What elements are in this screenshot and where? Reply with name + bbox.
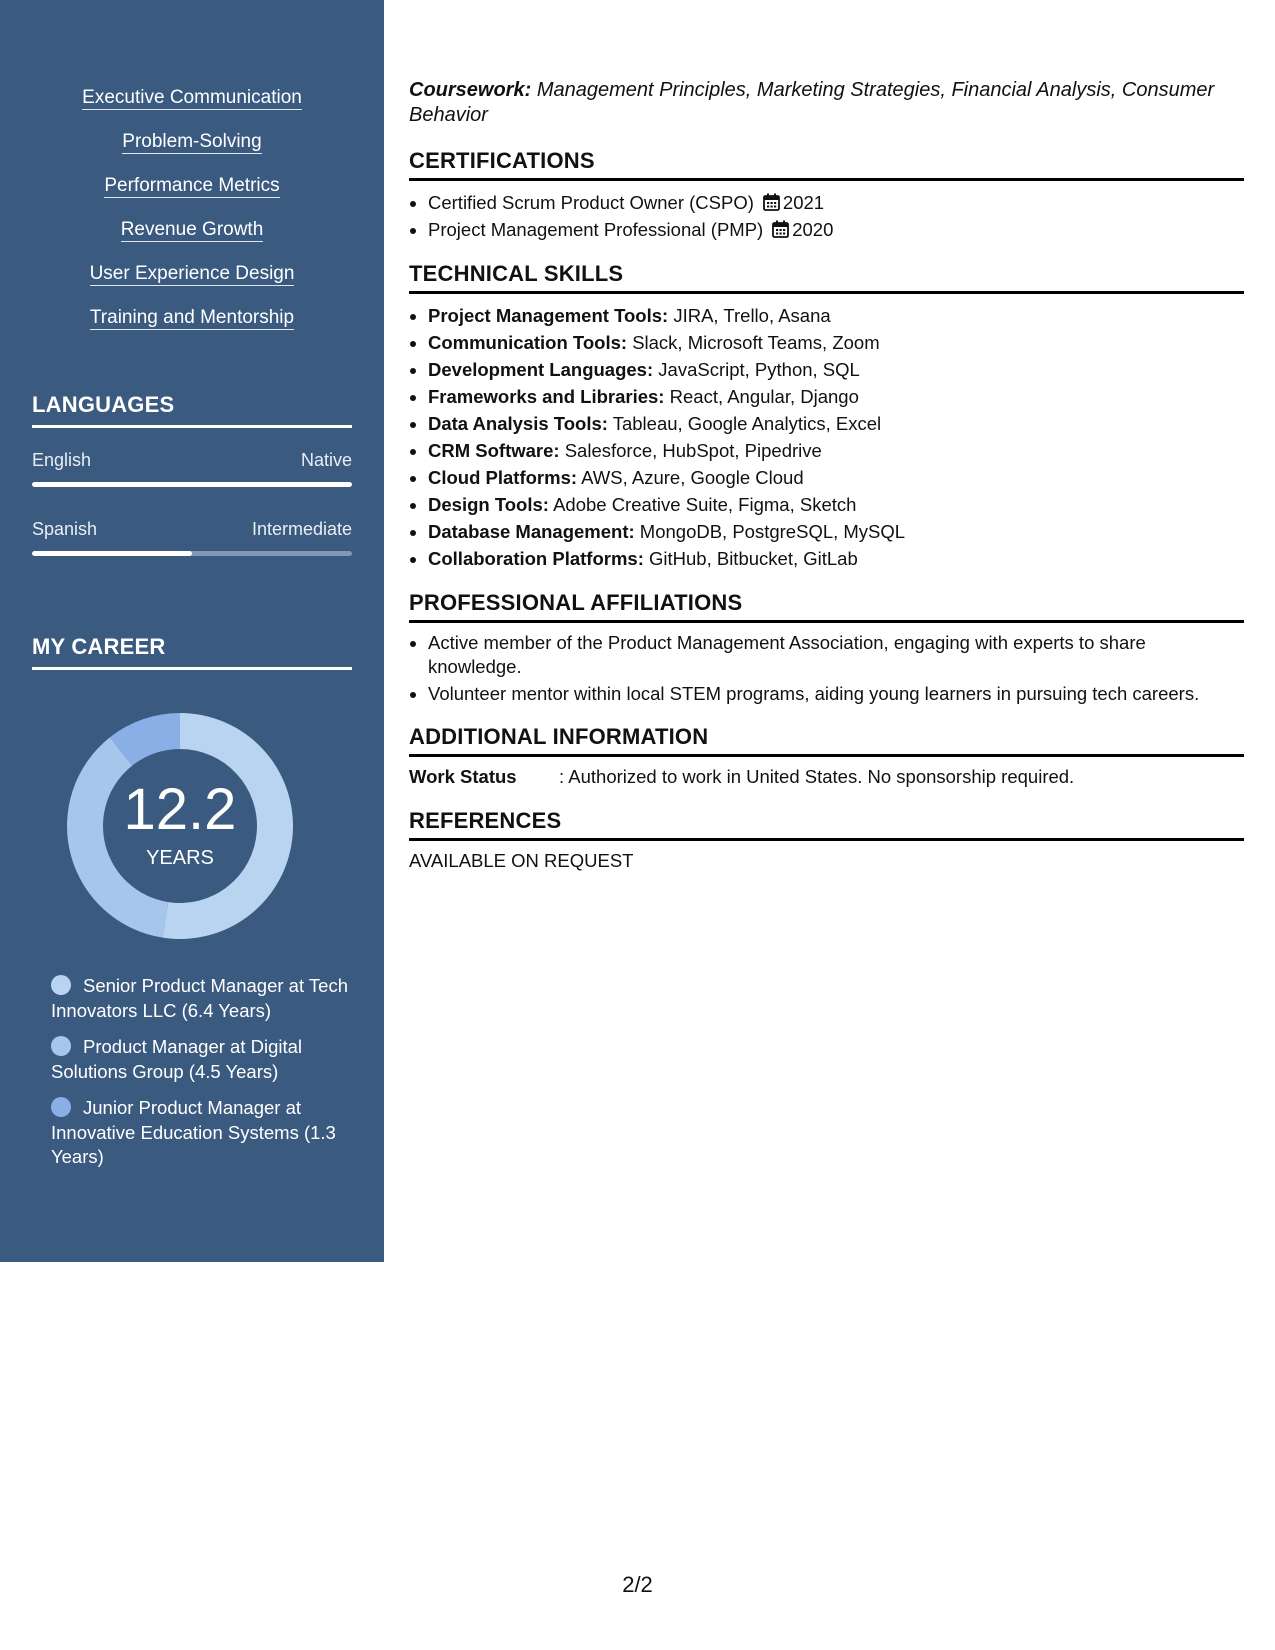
skill-value: MongoDB, PostgreSQL, MySQL bbox=[639, 521, 906, 542]
certification-year: 2020 bbox=[792, 219, 834, 240]
language-bar-spanish bbox=[32, 551, 352, 556]
skill-value: React, Angular, Django bbox=[669, 386, 859, 407]
skill-value: Salesforce, HubSpot, Pipedrive bbox=[564, 440, 822, 461]
legend-dot-icon bbox=[51, 1097, 71, 1117]
additional-info-heading: ADDITIONAL INFORMATION bbox=[409, 724, 1244, 757]
language-level: Native bbox=[300, 450, 352, 470]
main-content bbox=[409, 78, 1244, 873]
affiliation-item: • Active member of the Product Management Association, engaging with experts to share knowledge. bbox=[428, 631, 1244, 679]
skill-value: Adobe Creative Suite, Figma, Sketch bbox=[553, 494, 857, 515]
career-heading: MY CAREER bbox=[32, 634, 352, 670]
technical-skills-heading: TECHNICAL SKILLS bbox=[409, 261, 1244, 294]
skill-label: CRM Software: bbox=[428, 440, 560, 461]
career-item-text: Product Manager at Digital Solutions Group (4.5 Years) bbox=[51, 1036, 303, 1082]
career-total-unit: YEARS bbox=[146, 847, 214, 869]
work-status-value: : Authorized to work in United States. No sponsorship required. bbox=[559, 766, 1075, 787]
coursework bbox=[409, 78, 1244, 128]
affiliations-heading: PROFESSIONAL AFFILIATIONS bbox=[409, 590, 1244, 623]
legend-dot-icon bbox=[51, 975, 71, 995]
skill-value: Slack, Microsoft Teams, Zoom bbox=[632, 332, 880, 353]
skill-item: Revenue Growth bbox=[120, 219, 264, 240]
skill-item: Executive Communication bbox=[82, 87, 302, 108]
certification-name: Project Management Professional (PMP) bbox=[428, 219, 764, 240]
skill-value: Tableau, Google Analytics, Excel bbox=[612, 413, 882, 434]
affiliation-item: • Volunteer mentor within local STEM programs, aiding young learners in pursuing tech careers. bbox=[428, 682, 1244, 706]
work-status-label: Work Status bbox=[409, 766, 517, 787]
technical-skill-item bbox=[428, 437, 1244, 464]
technical-skill-item bbox=[428, 545, 1244, 572]
skill-label: Collaboration Platforms: bbox=[428, 548, 644, 569]
certification-year: 2021 bbox=[782, 192, 825, 213]
page-number: 2/2 bbox=[622, 1572, 653, 1597]
career-item-text: Junior Product Manager at Innovative Education Systems (1.3 Years) bbox=[51, 1097, 336, 1167]
career-legend-item bbox=[51, 1096, 351, 1170]
certifications-heading: CERTIFICATIONS bbox=[409, 148, 1244, 181]
skill-value: JavaScript, Python, SQL bbox=[658, 359, 860, 380]
work-status-row bbox=[409, 765, 1244, 789]
skill-label: Project Management Tools: bbox=[428, 305, 669, 326]
language-level: Intermediate bbox=[251, 519, 352, 539]
skill-label: Cloud Platforms: bbox=[428, 467, 578, 488]
technical-skill-item bbox=[428, 356, 1244, 383]
skill-label: Development Languages: bbox=[428, 359, 654, 380]
technical-skill-item bbox=[428, 383, 1244, 410]
certification-name: Certified Scrum Product Owner (CSPO) bbox=[428, 192, 754, 213]
language-row-spanish bbox=[32, 519, 352, 540]
legend-dot-icon bbox=[51, 1036, 71, 1056]
technical-skill-item bbox=[428, 491, 1244, 518]
language-name: English bbox=[32, 450, 92, 470]
skill-label: Database Management: bbox=[428, 521, 635, 542]
coursework-label: Coursework: bbox=[409, 79, 532, 101]
skill-label: Design Tools: bbox=[428, 494, 549, 515]
language-bar-english bbox=[32, 482, 352, 487]
calendar-icon bbox=[772, 220, 789, 238]
affiliations-list bbox=[409, 631, 1244, 706]
career-legend bbox=[51, 974, 351, 1182]
technical-skill-item bbox=[428, 329, 1244, 356]
career-item-text: Senior Product Manager at Tech Innovators LLC (6.4 Years) bbox=[51, 975, 348, 1021]
career-legend-item bbox=[51, 974, 351, 1023]
skill-label: Frameworks and Libraries: bbox=[428, 386, 665, 407]
career-legend-item bbox=[51, 1035, 351, 1084]
skill-item: Performance Metrics bbox=[104, 175, 280, 196]
language-bar-fill bbox=[32, 482, 352, 487]
skill-label: Data Analysis Tools: bbox=[428, 413, 608, 434]
language-row-english bbox=[32, 450, 352, 471]
references-text: AVAILABLE ON REQUEST bbox=[409, 850, 634, 871]
skill-item: User Experience Design bbox=[89, 263, 295, 284]
technical-skill-item bbox=[428, 518, 1244, 545]
certifications-list bbox=[409, 189, 1244, 243]
certification-item bbox=[428, 189, 1244, 216]
skill-item: Training and Mentorship bbox=[89, 307, 295, 328]
calendar-icon bbox=[763, 193, 780, 211]
skill-label: Communication Tools: bbox=[428, 332, 628, 353]
language-bar-fill bbox=[32, 551, 192, 556]
languages-heading: LANGUAGES bbox=[32, 392, 352, 428]
coursework-text: Management Principles, Marketing Strategies, Financial Analysis, Consumer Behavior bbox=[409, 79, 1215, 126]
language-name: Spanish bbox=[32, 519, 98, 539]
skill-value: AWS, Azure, Google Cloud bbox=[581, 467, 804, 488]
skills-list bbox=[0, 86, 384, 350]
references-heading: REFERENCES bbox=[409, 808, 1244, 841]
certification-item bbox=[428, 216, 1244, 243]
technical-skill-item bbox=[428, 410, 1244, 437]
sidebar bbox=[0, 0, 384, 1262]
skill-value: GitHub, Bitbucket, GitLab bbox=[649, 548, 858, 569]
technical-skill-item bbox=[428, 464, 1244, 491]
skill-item: Problem-Solving bbox=[122, 131, 262, 152]
technical-skills-list bbox=[409, 302, 1244, 572]
technical-skill-item bbox=[428, 302, 1244, 329]
skill-value: JIRA, Trello, Asana bbox=[673, 305, 831, 326]
career-total-value: 12.2 bbox=[123, 777, 237, 842]
